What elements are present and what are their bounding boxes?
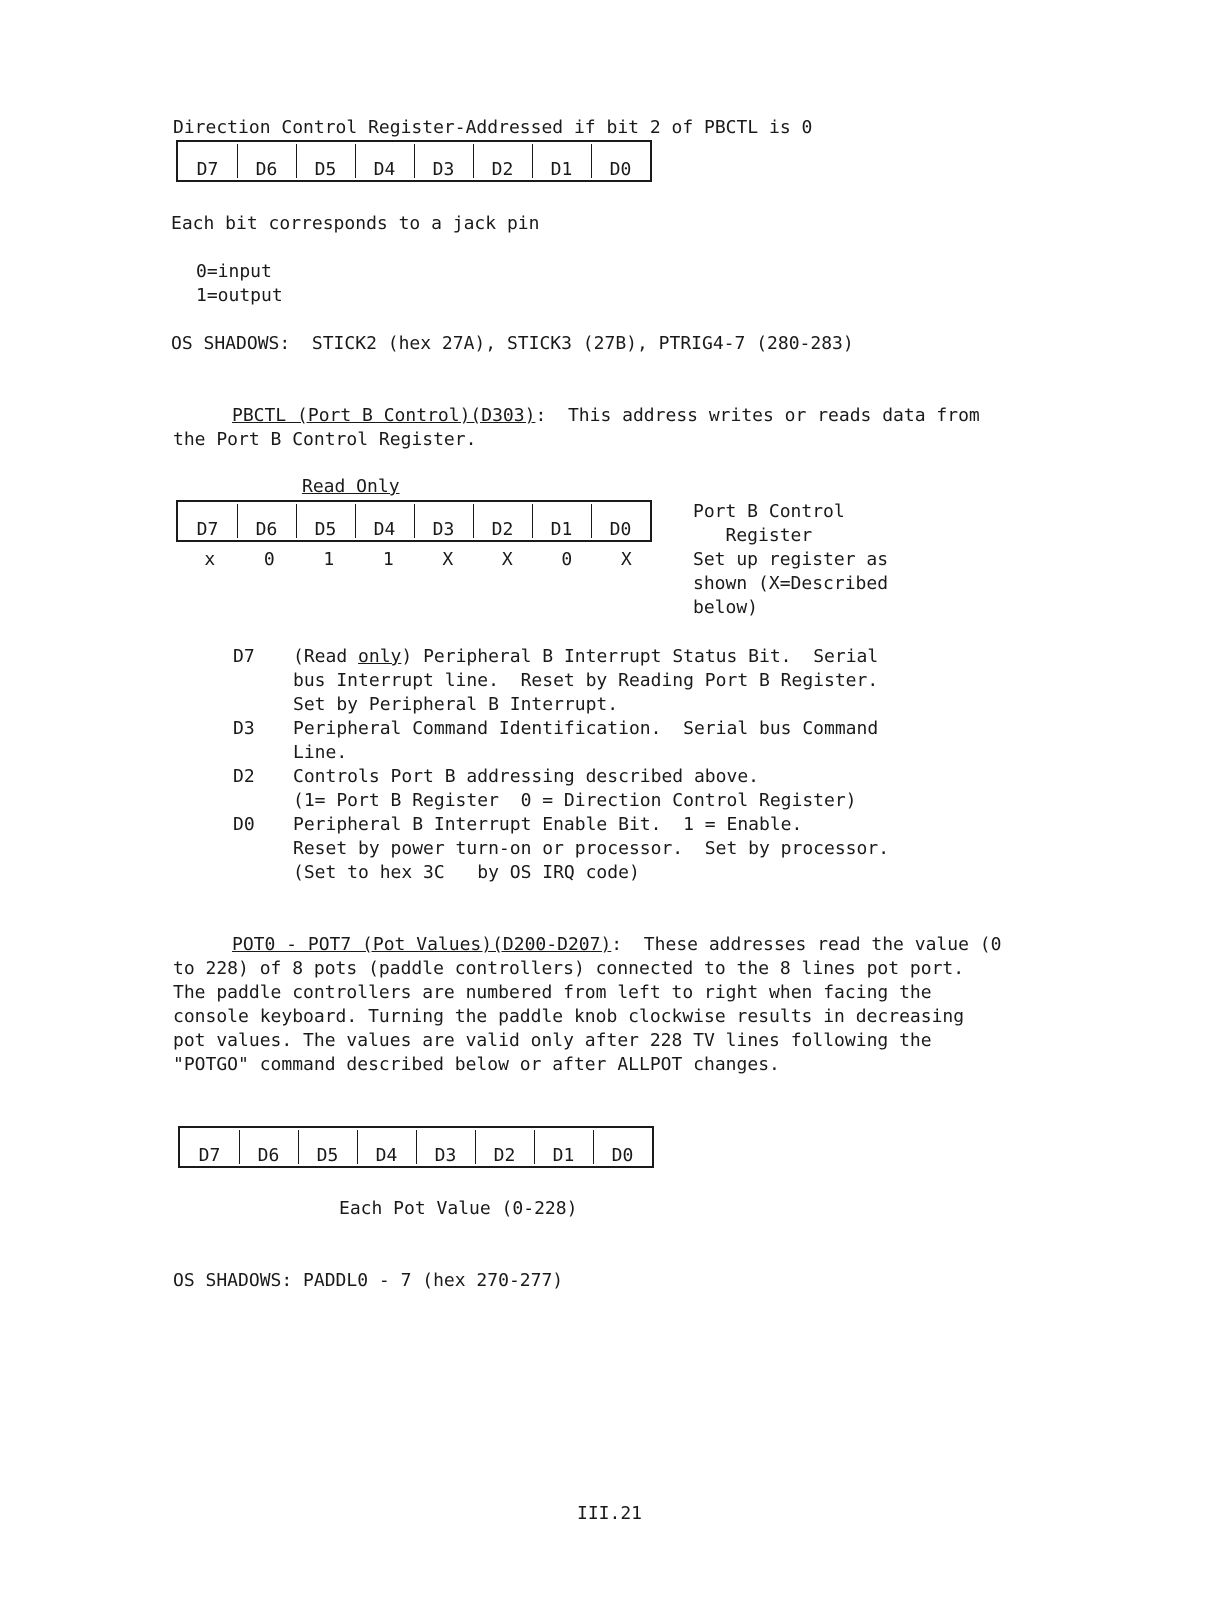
desc-line: Controls Port B addressing described above.: [293, 766, 759, 787]
pot-bit: D4: [357, 1128, 416, 1166]
desc-underlined: only: [358, 646, 402, 667]
dcr-register-diagram: [176, 140, 652, 182]
page-number: III.21: [577, 1503, 643, 1524]
pbctl-value: X: [620, 549, 632, 570]
pbctl-value: X: [442, 549, 454, 570]
desc-d3: [233, 717, 878, 765]
desc-bit-label: D0: [233, 814, 255, 835]
dcr-bit: D0: [591, 142, 650, 180]
desc-line: Reset by power turn-on or processor. Set by processor.: [293, 838, 890, 859]
pbctl-bit: D4: [355, 502, 414, 540]
desc-d7: [233, 645, 878, 717]
desc-post: ) Peripheral B Interrupt Status Bit. Serial: [401, 646, 879, 667]
dcr-bit: D5: [296, 142, 355, 180]
pbctl-register-diagram: [176, 500, 652, 542]
pot-intro: [232, 933, 1001, 957]
pot-caption: Each Pot Value (0-228): [339, 1198, 578, 1219]
pot-line: "POTGO" command described below or after ALLPOT changes.: [173, 1054, 780, 1075]
pbctl-value: 0: [263, 549, 275, 570]
pbctl-side-note-2: Register: [693, 525, 813, 546]
pbctl-side-note-3: Set up register as: [693, 549, 889, 570]
desc-d2: [233, 765, 857, 813]
pot-bit: D5: [298, 1128, 357, 1166]
dcr-bit: D1: [532, 142, 591, 180]
pot-line: to 228) of 8 pots (paddle controllers) connected to the 8 lines pot port.: [173, 958, 965, 979]
dcr-bit: D7: [196, 159, 219, 180]
pbctl-bit: D2: [473, 502, 532, 540]
desc-d0: [233, 813, 889, 885]
pot-register-diagram: [178, 1126, 654, 1168]
pbctl-bit: D3: [414, 502, 473, 540]
desc-line: bus Interrupt line. Reset by Reading Port B Register.: [293, 670, 879, 691]
pot-line: pot values. The values are valid only after 228 TV lines following the: [173, 1030, 932, 1051]
desc-bit-label: D3: [233, 718, 255, 739]
pot-bit: D6: [239, 1128, 298, 1166]
pbctl-side-note-5: below): [693, 597, 759, 618]
pot-bit: D0: [593, 1128, 652, 1166]
dcr-input-line: 0=input: [196, 261, 272, 282]
desc-line: Peripheral Command Identification. Serial bus Command: [293, 718, 879, 739]
pbctl-bit: D6: [237, 502, 296, 540]
pbctl-values-row: [180, 548, 656, 572]
dcr-note: Each bit corresponds to a jack pin: [171, 213, 540, 234]
pot-bit: D7: [198, 1145, 221, 1166]
pbctl-intro-rest: : This address writes or reads data from: [535, 405, 980, 426]
pbctl-bit: D1: [532, 502, 591, 540]
pbctl-value: 0: [561, 549, 573, 570]
pbctl-bit: D7: [196, 519, 219, 540]
pbctl-value: 1: [382, 549, 394, 570]
dcr-os-shadows: OS SHADOWS: STICK2 (hex 27A), STICK3 (27B), PTRIG4-7 (280-283): [171, 333, 854, 354]
pbctl-bit: D0: [591, 502, 650, 540]
dcr-bit: D3: [414, 142, 473, 180]
dcr-heading: Direction Control Register-Addressed if bit 2 of PBCTL is 0: [173, 117, 813, 138]
pbctl-intro-line2: the Port B Control Register.: [173, 429, 477, 450]
pbctl-bit: D5: [296, 502, 355, 540]
desc-bit-label: D7: [233, 646, 255, 667]
dcr-bit: D2: [473, 142, 532, 180]
pot-title: POT0 - POT7 (Pot Values)(D200-D207): [232, 934, 612, 955]
pbctl-intro: [232, 404, 980, 428]
pbctl-title: PBCTL (Port B Control)(D303): [232, 405, 536, 426]
pot-line: console keyboard. Turning the paddle knob clockwise results in decreasing: [173, 1006, 965, 1027]
desc-line: (1= Port B Register 0 = Direction Control Register): [293, 790, 857, 811]
desc-pre: (Read: [293, 646, 359, 667]
pot-intro-rest: : These addresses read the value (0: [611, 934, 1002, 955]
pot-bit: D2: [475, 1128, 534, 1166]
read-only-label: Read Only: [302, 476, 400, 497]
pbctl-value: X: [501, 549, 513, 570]
desc-line: (Set to hex 3C by OS IRQ code): [293, 862, 640, 883]
dcr-output-line: 1=output: [196, 285, 283, 306]
pot-bit: D3: [416, 1128, 475, 1166]
pot-bit: D1: [534, 1128, 593, 1166]
pbctl-value: 1: [323, 549, 335, 570]
pbctl-value: x: [204, 549, 216, 570]
desc-line: Peripheral B Interrupt Enable Bit. 1 = Enable.: [293, 814, 803, 835]
desc-bit-label: D2: [233, 766, 255, 787]
pbctl-side-note-4: shown (X=Described: [693, 573, 889, 594]
pot-os-shadows: OS SHADOWS: PADDL0 - 7 (hex 270-277): [173, 1270, 564, 1291]
pot-line: The paddle controllers are numbered from left to right when facing the: [173, 982, 932, 1003]
pbctl-side-note-1: Port B Control: [693, 501, 845, 522]
dcr-bit: D4: [355, 142, 414, 180]
dcr-bit: D6: [237, 142, 296, 180]
desc-line: Line.: [293, 742, 348, 763]
desc-line: Set by Peripheral B Interrupt.: [293, 694, 619, 715]
desc-line: [293, 645, 878, 669]
